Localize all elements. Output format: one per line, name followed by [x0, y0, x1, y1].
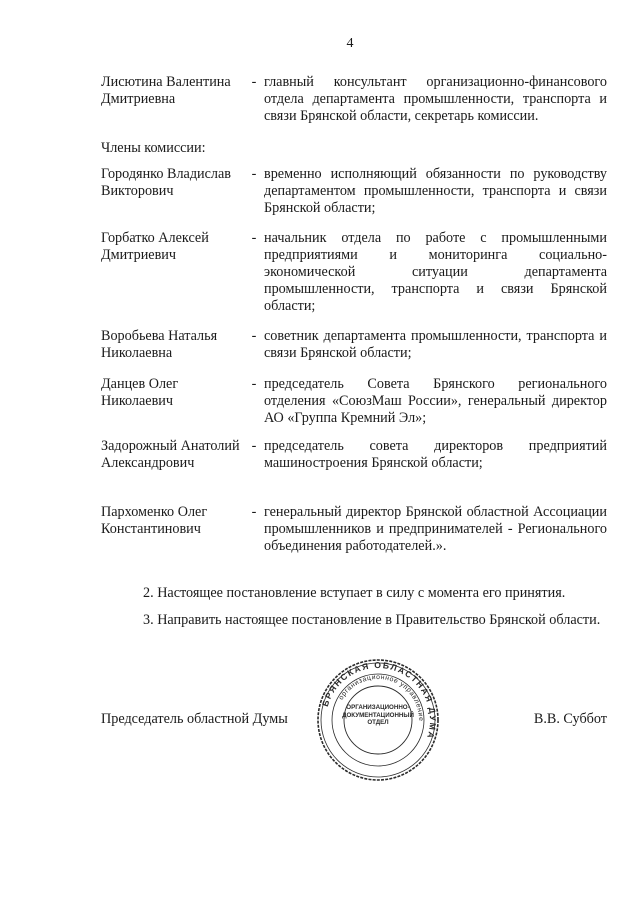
members-heading: Члены комиссии:	[101, 140, 206, 156]
member-row-secretary	[101, 74, 607, 125]
paragraph-text: 3. Направить настоящее постановление в Правительство Брянской области.	[143, 612, 601, 628]
member-name: Воробьева Наталья Николаевна	[101, 328, 218, 361]
member-name: Данцев Олег Николаевич	[101, 376, 179, 409]
member-dash: -	[251, 438, 257, 454]
member-name: Городянко Владислав Викторович	[101, 166, 231, 199]
paragraph-effective-date	[101, 580, 607, 606]
member-dash: -	[251, 504, 257, 520]
member-dash: -	[251, 328, 257, 344]
member-name: Задорожный Анатолий Александрович	[101, 438, 240, 471]
member-dash: -	[251, 166, 257, 182]
member-name: Пархоменко Олег Константинович	[101, 504, 208, 537]
svg-text:БРЯНСКАЯ ОБЛАСТНАЯ ДУМА	[320, 660, 438, 741]
signatory-name: В.В. Суббот	[533, 711, 607, 727]
seal-center-text: ОРГАНИЗАЦИОННО-ДОКУМЕНТАЦИОННЫЙ ОТДЕЛ	[342, 704, 414, 727]
member-row	[101, 438, 607, 472]
signatory-position: Председатель областной Думы	[101, 711, 288, 727]
member-role: председатель Совета Брянского регионального отделения «СоюзМаш России», генеральный директор АО «Группа Кремний Эл»;	[264, 376, 607, 426]
member-role: генеральный директор Брянской областной Ассоциации промышленников и предпринимателей - Регионального объединения работодателей.».	[264, 504, 607, 554]
member-role: временно исполняющий обязанности по руководству департаментом промышленности, транспорта и связи Брянской области;	[264, 166, 607, 216]
member-row	[101, 166, 607, 217]
member-name: Лисютина Валентина Дмитриевна	[101, 74, 231, 107]
seal-middle-text: организационное управление	[337, 673, 425, 722]
member-role: начальник отдела по работе с промышленными предприятиями и мониторинга социально-экономической ситуации департамента промышленности, транспорта и связи Брянской области;	[264, 230, 607, 314]
member-row	[101, 504, 607, 555]
member-dash: -	[251, 74, 257, 90]
member-dash: -	[251, 230, 257, 246]
member-row	[101, 376, 607, 427]
member-name: Горбатко Алексей Дмитриевич	[101, 230, 209, 263]
paragraph-send-to-government	[101, 607, 607, 633]
member-row	[101, 230, 607, 315]
member-role: главный консультант организационно-финансового отдела департамента промышленности, транспорта и связи Брянской области, секретарь комиссии.	[264, 74, 607, 124]
member-dash: -	[251, 376, 257, 392]
seal-outer-text: БРЯНСКАЯ ОБЛАСТНАЯ ДУМА	[319, 659, 439, 741]
member-role: председатель совета директоров предприятий машиностроения Брянской области;	[264, 438, 607, 471]
official-seal-stamp	[316, 658, 440, 782]
paragraph-text: 2. Настоящее постановление вступает в силу с момента его принятия.	[143, 585, 566, 601]
member-role: советник департамента промышленности, транспорта и связи Брянской области;	[264, 328, 607, 361]
page-number: 4	[346, 36, 354, 51]
member-row	[101, 328, 607, 362]
